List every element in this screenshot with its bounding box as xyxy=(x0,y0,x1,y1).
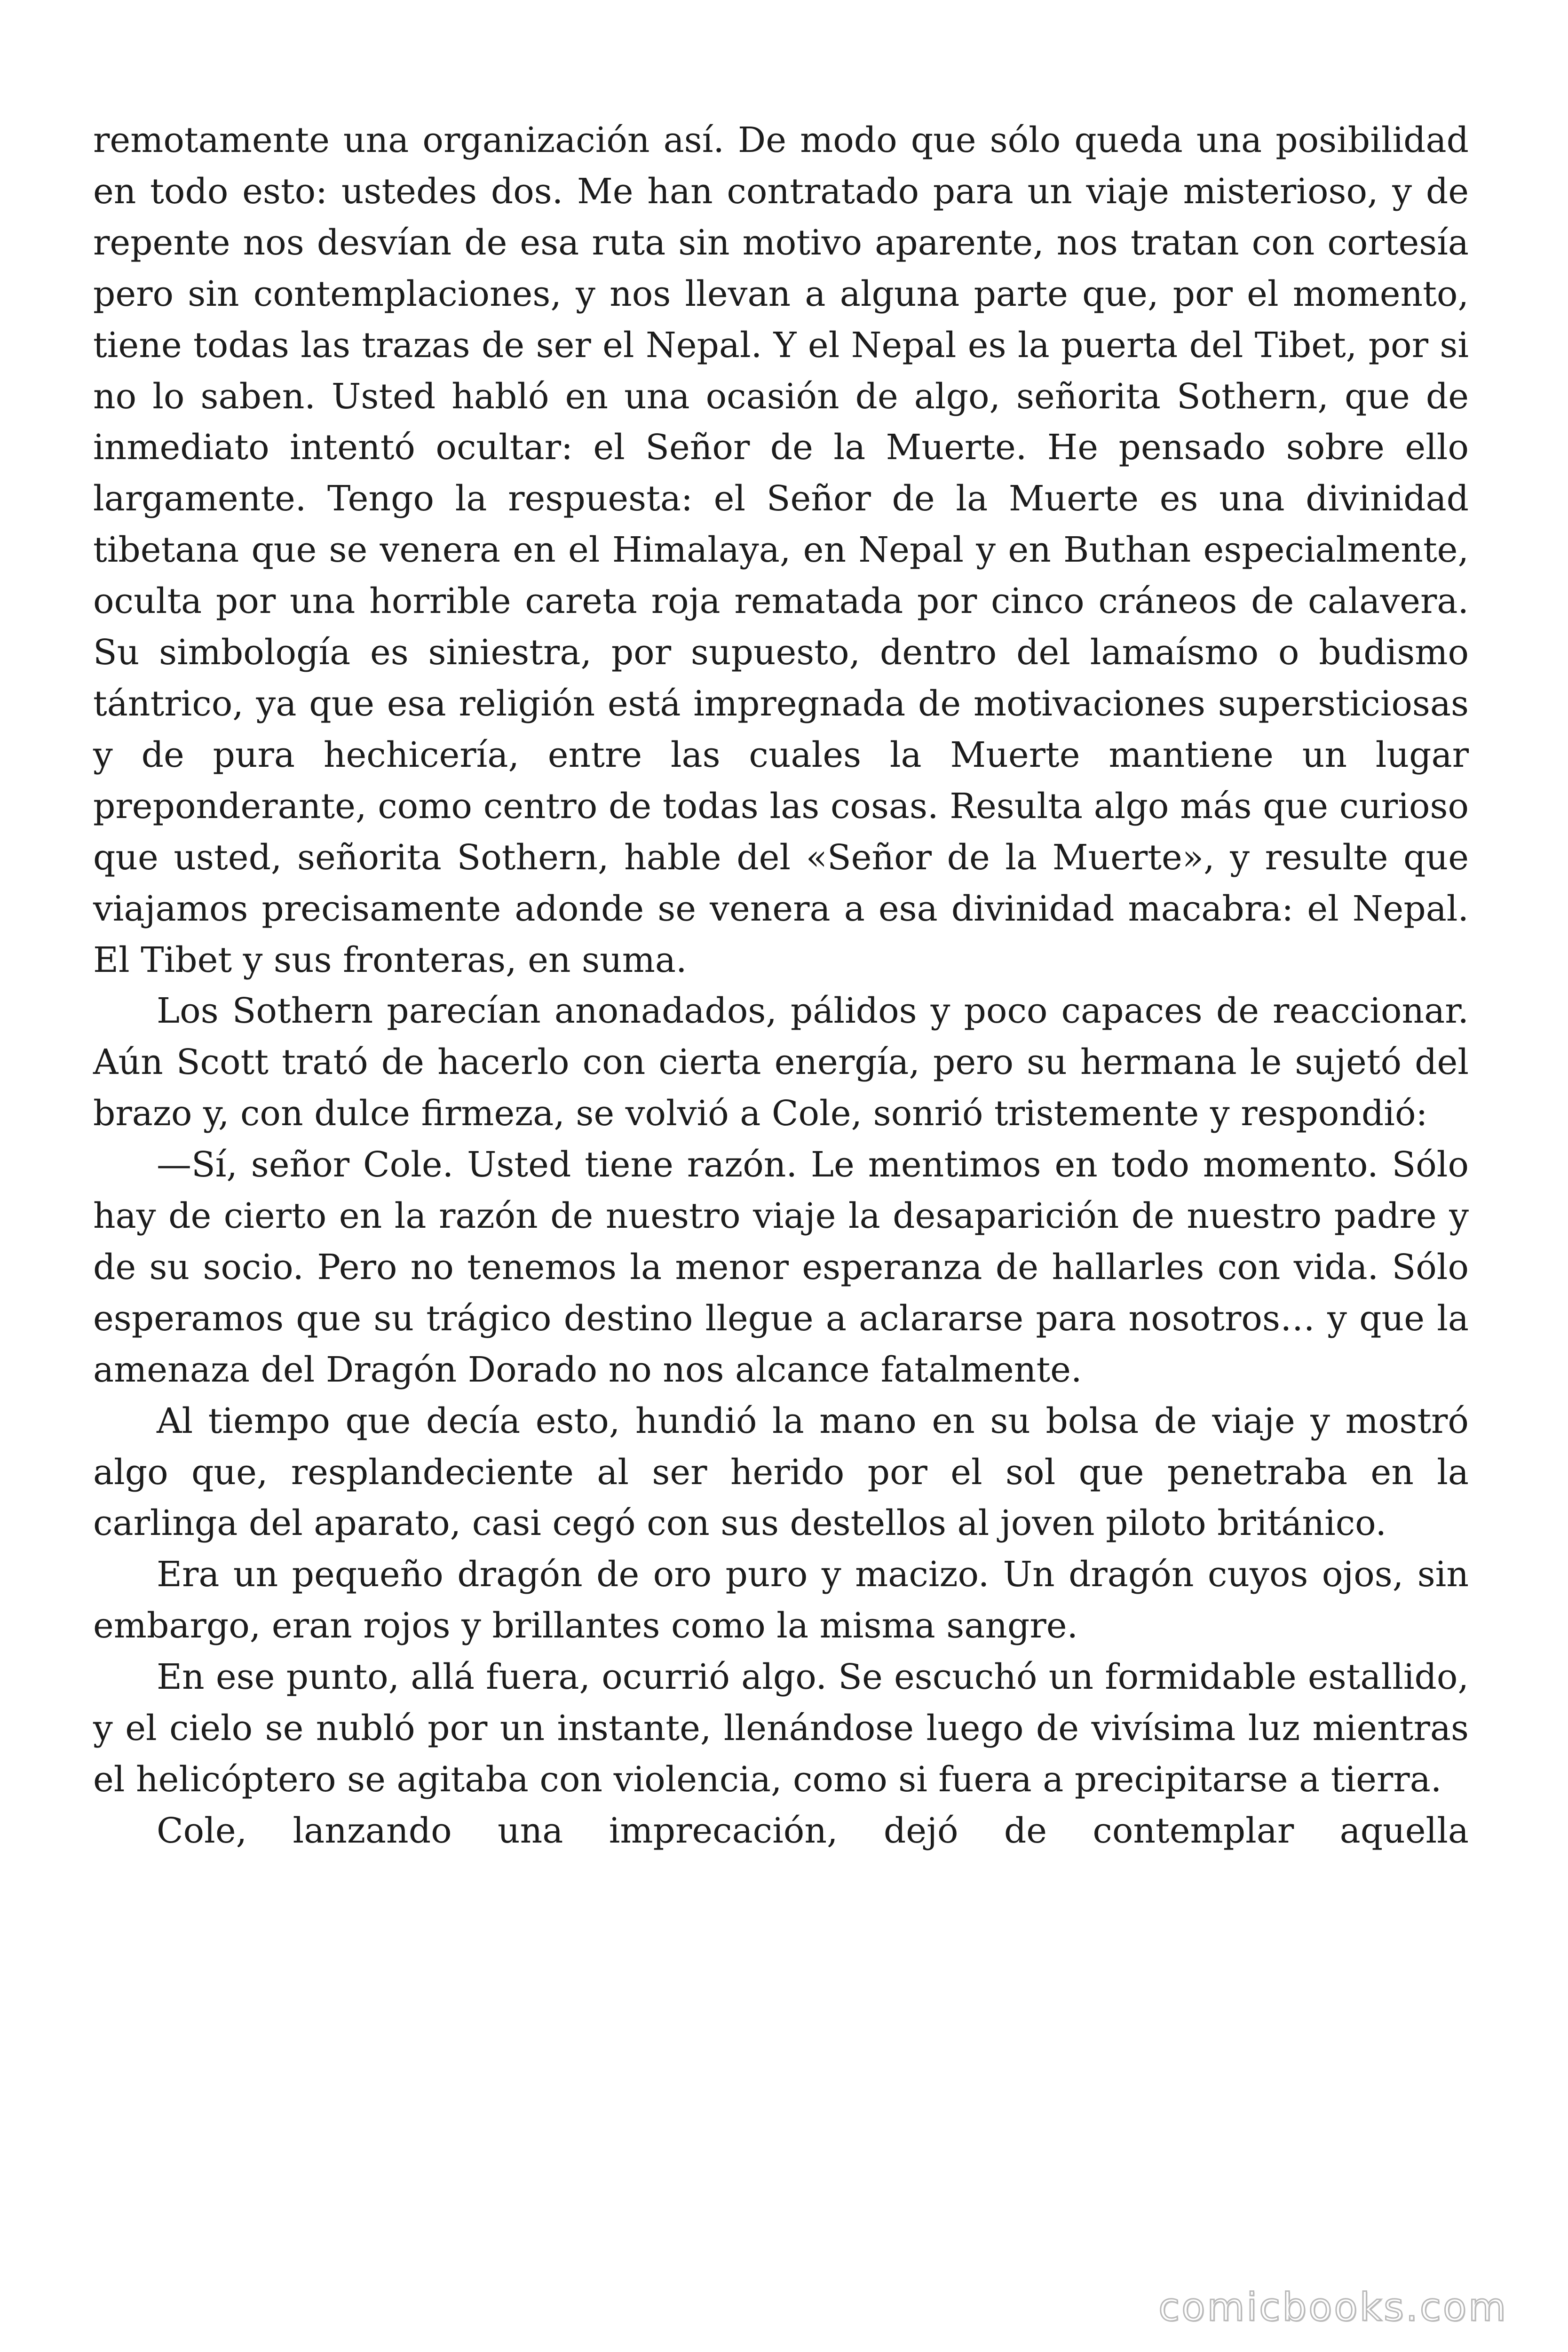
paragraph: Los Sothern parecían anonadados, pálidos y poco capaces de reaccionar. Aún Scott trató de hacerlo con cierta energía, pero su hermana le sujetó del brazo y, con dulce firmeza, se volvió a Cole, sonrió tristemente y respondió: xyxy=(93,991,1469,1134)
paragraph: Al tiempo que decía esto, hundió la mano en su bolsa de viaje y mostró algo que, resplandeciente al ser herido por el sol que penetraba en la carlinga del aparato, casi cegó con sus destellos al joven piloto británico. xyxy=(93,1400,1469,1544)
paragraph-last: Cole, lanzando una imprecación, dejó de contemplar aquella xyxy=(157,1810,1469,1851)
paragraph: remotamente una organización así. De modo que sólo queda una posibilidad en todo esto: ustedes dos. Me han contratado para un viaje misterioso, y de repente nos desvían de esa ruta sin motivo aparente, nos tratan con cortesía pero sin contemplaciones, y nos llevan a alguna parte que, por el momento, tiene todas las trazas de ser el Nepal. Y el Nepal es la puerta del Tibet, por si no lo saben. Usted habló en una ocasión de algo, señorita Sothern, que de inmediato intentó ocultar: el Señor de la Muerte. He pensado sobre ello largamente. Tengo la respuesta: el Señor de la Muerte es una divinidad tibetana que se venera en el Himalaya, en Nepal y en Buthan especialmente, oculta por una horrible careta roja rematada por cinco cráneos de calavera. Su simbología es siniestra, por supuesto, dentro del lamaísmo o budismo tántrico, ya que esa religión está impregnada de motivaciones supersticiosas y de pura hechicería, entre las cuales la Muerte mantiene un lugar preponderante, como centro de todas las cosas. Resulta algo más que curioso que usted, señorita Sothern, hable del «Señor de la Muerte», y resulte que viajamos precisamente adonde se venera a esa divinidad macabra: el Nepal. El Tibet y sus fronteras, en suma. xyxy=(93,120,1469,980)
watermark: comicbooks.com xyxy=(1158,2285,1508,2330)
paragraph: Era un pequeño dragón de oro puro y macizo. Un dragón cuyos ojos, sin embargo, eran rojos y brillantes como la misma sangre. xyxy=(93,1554,1469,1646)
book-page-text xyxy=(93,115,1469,1857)
paragraph: —Sí, señor Cole. Usted tiene razón. Le mentimos en todo momento. Sólo hay de cierto en la razón de nuestro viaje la desaparición de nuestro padre y de su socio. Pero no tenemos la menor esperanza de hallarles con vida. Sólo esperamos que su trágico destino llegue a aclararse para nosotros… y que la amenaza del Dragón Dorado no nos alcance fatalmente. xyxy=(93,1144,1469,1390)
paragraph: En ese punto, allá fuera, ocurrió algo. Se escuchó un formidable estallido, y el cielo se nubló por un instante, llenándose luego de vivísima luz mientras el helicóptero se agitaba con violencia, como si fuera a precipitarse a tierra. xyxy=(93,1657,1469,1800)
